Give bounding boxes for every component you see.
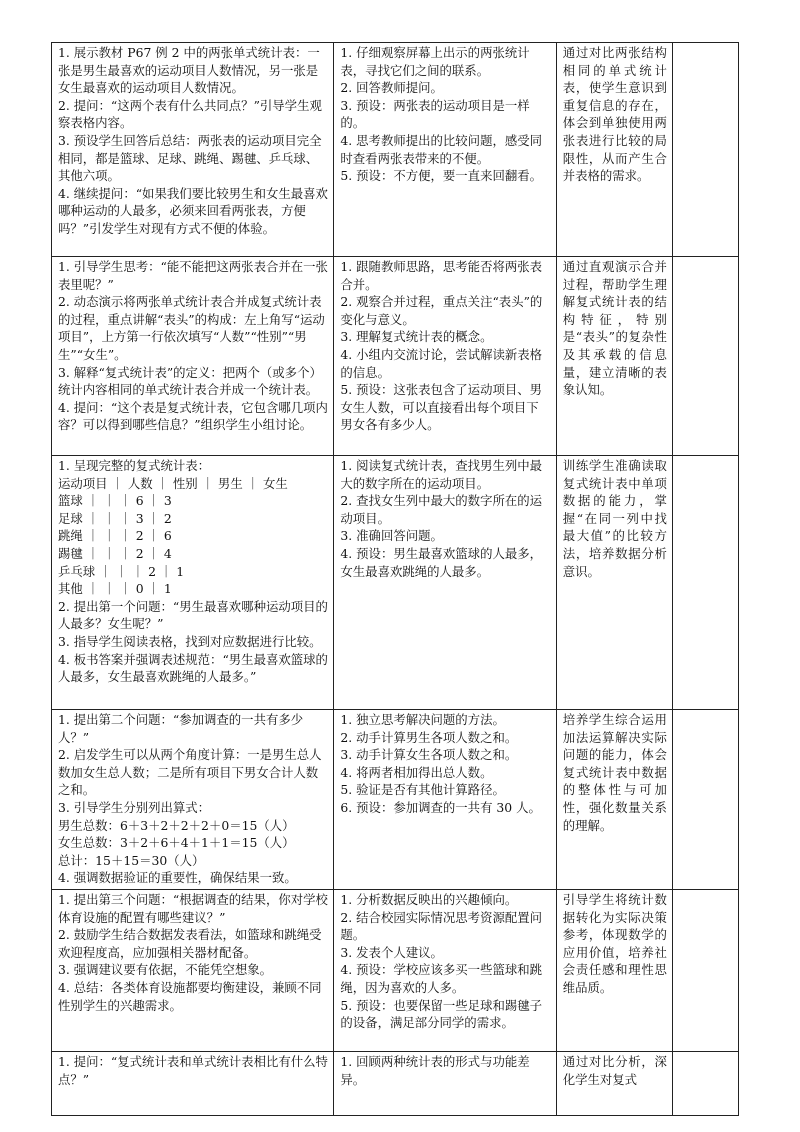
student-step: 4. 预设：男生最喜欢篮球的人最多，女生最喜欢跳绳的人最多。 xyxy=(340,545,543,579)
design-intent-cell: 通过直观演示合并过程，帮助学生理解复式统计表的结构特征，特别是“表头”的复杂性及其承载的信息量，建立清晰的表象认知。 xyxy=(556,257,672,456)
table-row xyxy=(52,456,739,710)
student-step: 2. 查找女生列中最大的数字所在的运动项目。 xyxy=(340,493,543,526)
teacher-step: 1. 提问：“复式统计表和单式统计表相比有什么特点？” xyxy=(58,1053,328,1087)
teacher-step: 3. 引导学生分别列出算式： xyxy=(58,799,211,815)
student-activity-cell xyxy=(334,43,556,257)
teacher-step: 4. 继续提问：“如果我们要比较男生和女生最喜欢哪种运动的人最多，必须来回看两张表，方便吗？”引发学生对现有方式不便的体验。 xyxy=(58,185,328,236)
teacher-step: 4. 总结：各类体育设施都要均衡建设，兼顾不同性别学生的兴趣需求。 xyxy=(58,979,322,1013)
student-step: 1. 阅读复式统计表，查找男生列中最大的数字所在的运动项目。 xyxy=(340,458,543,491)
stats-table-line: 其他 ｜ ｜ ｜ 0 ｜ 1 xyxy=(58,581,172,597)
teacher-step: 2. 鼓励学生结合数据发表看法，如篮球和跳绳受欢迎程度高，应加强相关器材配备。 xyxy=(58,927,322,960)
design-intent-cell: 通过对比分析，深化学生对复式 xyxy=(556,1051,672,1115)
design-intent-cell: 通过对比两张结构相同的单式统计表，使学生意识到重复信息的存在，体会到单独使用两张表进行比较的局限性，从而产生合并表格的需求。 xyxy=(556,43,672,257)
student-step: 1. 仔细观察屏幕上出示的两张统计表，寻找它们之间的联系。 xyxy=(340,45,530,78)
student-step: 2. 动手计算男生各项人数之和。 xyxy=(340,729,518,745)
design-intent-cell: 训练学生准确读取复式统计表中单项数据的能力，掌握“在同一列中找最大值”的比较方法，培养数据分析意识。 xyxy=(556,456,672,710)
blank-cell xyxy=(672,889,738,1051)
student-step: 5. 验证是否有其他计算路径。 xyxy=(340,782,505,798)
student-step: 5. 预设：不方便，要一直来回翻看。 xyxy=(340,168,543,184)
student-step: 5. 预设：也要保留一些足球和踢毽子的设备，满足部分同学的需求。 xyxy=(340,997,543,1031)
stats-table-line: 足球 ｜ ｜ ｜ 3 ｜ 2 xyxy=(58,510,172,526)
student-step: 1. 分析数据反映出的兴趣倾向。 xyxy=(340,891,518,907)
student-step: 2. 结合校园实际情况思考资源配置问题。 xyxy=(340,909,543,943)
table-row xyxy=(52,889,739,1051)
teacher-step: 3. 强调建议要有依据，不能凭空想象。 xyxy=(58,962,273,978)
teacher-step: 2. 动态演示将两张单式统计表合并成复式统计表的过程，重点讲解“表头”的构成：左上角写“运动项目”，上方第一行依次填写“人数”“性别”“男生”“女生”。 xyxy=(58,294,325,362)
blank-cell xyxy=(672,257,738,456)
student-activity-cell xyxy=(334,889,556,1051)
stats-table-line: 乒乓球 ｜ ｜ ｜ 2 ｜ 1 xyxy=(58,563,185,579)
student-activity-cell xyxy=(334,710,556,890)
blank-cell xyxy=(672,456,738,710)
student-step: 4. 小组内交流讨论，尝试解读新表格的信息。 xyxy=(340,346,543,380)
table-row xyxy=(52,1051,739,1115)
teacher-step: 4. 强调数据验证的重要性，确保结果一致。 xyxy=(58,870,297,886)
student-step: 3. 发表个人建议。 xyxy=(340,944,443,960)
teacher-step: 2. 启发学生可以从两个角度计算：一是男生总人数加女生总人数；二是所有项目下男女合计人数之和。 xyxy=(58,747,322,798)
student-step: 3. 动手计算女生各项人数之和。 xyxy=(340,747,518,763)
student-activity-cell xyxy=(334,257,556,456)
student-step: 3. 理解复式统计表的概念。 xyxy=(340,329,493,345)
teacher-step: 3. 指导学生阅读表格，找到对应数据进行比较。 xyxy=(58,633,322,649)
student-step: 3. 准确回答问题。 xyxy=(340,528,443,544)
student-step: 1. 回顾两种统计表的形式与功能差异。 xyxy=(340,1053,530,1087)
teacher-step: 2. 提问：“这两个表有什么共同点？”引导学生观察表格内容。 xyxy=(58,97,322,131)
blank-cell xyxy=(672,43,738,257)
formula-line: 总计：15＋15＝30（人） xyxy=(58,852,205,868)
teacher-activity-cell xyxy=(52,456,334,710)
teacher-step: 4. 板书答案并强调表述规范：“男生最喜欢篮球的人最多，女生最喜欢跳绳的人最多。” xyxy=(58,651,328,685)
design-intent-cell: 培养学生综合运用加法运算解决实际问题的能力，体会复式统计表中数据的整体性与可加性，强化数量关系的理解。 xyxy=(556,710,672,890)
teacher-step: 1. 提出第三个问题：“根据调查的结果，你对学校体育设施的配置有哪些建议？” xyxy=(58,891,328,925)
stats-table-line: 篮球 ｜ ｜ ｜ 6 ｜ 3 xyxy=(58,493,172,509)
lesson-plan-table xyxy=(51,42,739,1116)
lesson-plan-table-body xyxy=(52,43,739,1116)
design-intent-cell: 引导学生将统计数据转化为实际决策参考，体现数学的应用价值，培养社会责任感和理性思维品质。 xyxy=(556,889,672,1051)
student-step: 1. 跟随教师思路，思考能否将两张表合并。 xyxy=(340,259,543,292)
student-step: 1. 独立思考解决问题的方法。 xyxy=(340,712,505,727)
blank-cell xyxy=(672,710,738,890)
table-row xyxy=(52,710,739,890)
stats-table-header-line: 运动项目 ｜ 人数 ｜ 性别 ｜ 男生 ｜ 女生 xyxy=(58,475,288,491)
teacher-step: 4. 提问：“这个表是复式统计表，它包含哪几项内容？可以得到哪些信息？”组织学生小组讨论。 xyxy=(58,399,328,433)
student-step: 5. 预设：这张表包含了运动项目、男女生人数，可以直接看出每个项目下男女各有多少人。 xyxy=(340,382,543,433)
student-activity-cell xyxy=(334,1051,556,1115)
student-step: 2. 回答教师提问。 xyxy=(340,80,443,96)
teacher-activity-cell xyxy=(52,889,334,1051)
teacher-activity-cell xyxy=(52,257,334,456)
lesson-plan-page xyxy=(51,42,739,1116)
student-activity-cell xyxy=(334,456,556,710)
table-row xyxy=(52,257,739,456)
teacher-step: 3. 解释“复式统计表”的定义：把两个（或多个）统计内容相同的单式统计表合并成一个统计表。 xyxy=(58,364,322,398)
teacher-step: 2. 提出第一个问题：“男生最喜欢哪种运动项目的人最多？女生呢？” xyxy=(58,598,328,632)
teacher-step: 1. 呈现完整的复式统计表： xyxy=(58,458,211,473)
blank-cell xyxy=(672,1051,738,1115)
teacher-step: 1. 提出第二个问题：“参加调查的一共有多少人？” xyxy=(58,712,304,745)
teacher-step: 3. 预设学生回答后总结：两张表的运动项目完全相同，都是篮球、足球、跳绳、踢毽、乒乓球、其他六项。 xyxy=(58,132,322,184)
student-step: 4. 预设：学校应该多买一些篮球和跳绳，因为喜欢的人多。 xyxy=(340,962,543,995)
table-row xyxy=(52,43,739,257)
student-step: 3. 预设：两张表的运动项目是一样的。 xyxy=(340,97,530,131)
student-step: 2. 观察合并过程，重点关注“表头”的变化与意义。 xyxy=(340,294,543,327)
teacher-step: 1. 引导学生思考：“能不能把这两张表合并在一张表里呢？” xyxy=(58,259,328,292)
student-step: 6. 预设：参加调查的一共有 30 人。 xyxy=(340,799,541,815)
formula-line: 男生总数：6＋3＋2＋2＋2＋0＝15（人） xyxy=(58,817,295,833)
student-step: 4. 思考教师提出的比较问题，感受同时查看两张表带来的不便。 xyxy=(340,132,543,166)
stats-table-line: 踢毽 ｜ ｜ ｜ 2 ｜ 4 xyxy=(58,545,172,561)
stats-table-line: 跳绳 ｜ ｜ ｜ 2 ｜ 6 xyxy=(58,528,172,544)
teacher-activity-cell xyxy=(52,710,334,890)
student-step: 4. 将两者相加得出总人数。 xyxy=(340,764,493,780)
teacher-activity-cell xyxy=(52,1051,334,1115)
teacher-step: 1. 展示教材 P67 例 2 中的两张单式统计表：一张是男生最喜欢的运动项目人数情况，另一张是女生最喜欢的运动项目人数情况。 xyxy=(58,45,320,96)
formula-line: 女生总数：3＋2＋6＋4＋1＋1＝15（人） xyxy=(58,835,295,851)
teacher-activity-cell xyxy=(52,43,334,257)
